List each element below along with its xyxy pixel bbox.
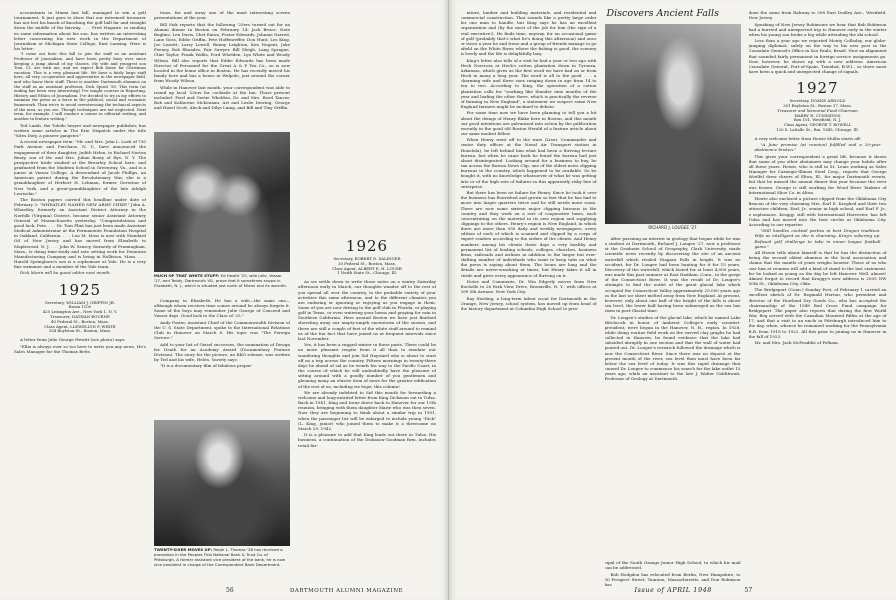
paragraph: But there has been no failure for Henry. Since he took it over the business has flourished and grown so fast that he has had to move into larger quarters twice and he still needs more room. There are now some sixteen major clipping bureaus in the country and they work on a sort of cooperative basis, each concentrating on the material in its own region and supplying clippings to the others. Henry's region is New England, in which there are more than 550 daily and weekly newspapers, every edition of each of which is scanned and clipped by a corps of expert readers according to the orders of the clients. And Henry numbers among his clients these days a very healthy and permanent list of leading schools, colleges, churches, business firms, railroads and airlines in addition to the larger but ever-shifting number of individuals who want to keep tabs on what the press is saying about them. The hours are long and the details are nerve-wracking at times, but Henry takes it all in stride and gives every appearance of thriving on it. <box>460 190 597 278</box>
paragraph: The Boston papers carried this headline under date of February 2: "WHEATLEY NAMED NEW ARMY CHIEF." John A. Wheatley, formerly an Assistant District Attorney in the Norfolk (Virginia) District, became senior Assistant Attorney General of Massachusetts yesterday. "Congratulations and good luck, Pete. . . . Dr. Tom Flint has just been made Assistant Medical Administrator at the Permanente Foundation Hospital in Oakland, California. . . . Lou M. Moss is now with Standard Oil of New Jersey and has moved from Elizabeth to Maplewood, N. J. . . . John W. Searcy, formerly of Framingham, Mass., is doing time-study and rate setting work for Dennison Manufacturing Company and is living in Holliston, Mass. . . . Harold Springborn's son is a sophomore at Yale. He is a very fine swimmer and a member of the Yale team. <box>14 197 146 270</box>
paragraph: A letter from Julie George Hewitt (see photo) says: <box>20 337 126 343</box>
paragraph: A very welcome letter from Howie Mullis starts off: <box>754 135 862 141</box>
page-number: 57 <box>744 587 753 594</box>
paragraph: Notes and Comments, Dr. Win Edgerly moves from New Rochelle to 26 Park View Drive, Bronxville, N. Y., with offices at 399 5th Avenue, New York City. <box>460 278 597 295</box>
paragraph: While in Hanover last month, your correspondent was able to round up local '25ers for cocktails at the Inn. Those present included: Ford and Gertie Whelden, Dr. and Mrs. Reed Tancer, Bob and Katherine McKennan, Art and Leslie Dewing, George and Hazel Scott, Aleck and Dilys Laing, and Bill and Tiny Griffin. <box>154 84 290 111</box>
right-column-1 <box>461 10 597 588</box>
paragraph: Add to your list of Geisel successes, the nomination of Design for Death for an Academy Award (Documentary Feature Division). The story for the picture, an RKO release, was written by Ted and his wife, Helen. Variety says: <box>154 341 290 363</box>
article-headline: Discovers Ancient Falls <box>606 8 719 19</box>
page-number: 56 <box>226 587 234 594</box>
class-year-heading: 1925 <box>58 280 102 299</box>
right-column-3 <box>749 10 887 588</box>
paragraph: We are already indebted to Sid this month for forwarding a welcome and long-awaited letter from King Dickason out in Tulsa. Back in 1941, King and Irene drove back to Hanover for our 15th reunion, bringing with them daughter Marie who was then seven. Now they are beginning to think about a similar trip in 1951, when the passenger list will be enlarged to include young "Dick" (L. King, junior) who joined them to make it a threesome on March 29, 1942. <box>298 389 436 431</box>
photo-lougee-caption: RICHARD J. LOUGEE '27 <box>648 225 697 230</box>
paragraph: Less than a year ago we reported Monty Colladay, our globe-jumping diplomat, safely on the way to his new post in the Consulate General's Office in Sao Paulo, Brazil. Now an alignment that sounded fairly permanent in foreign service assignments go. Now, however, he shows up with a new address: American Consulate General, Port-of-Spain, Trinidad, B.W.I., so there must have been a quick and unexpected change of signals. <box>748 38 887 75</box>
footer-issue: Issue of APRIL 1948 <box>634 586 712 594</box>
secretary-line: Secretary, DOANE ARNOLD <box>789 98 846 104</box>
agent-line: Class Agent, ALBERT E. H. LOUER <box>332 265 402 271</box>
address-line: 354 Boylston St., Boston, Mass. <box>48 328 112 334</box>
paragraph: Bill Sisk reports that the following '25ers turned out for an Alumni dinner in Boston on February 14: Jack Bruce, Nate Buglino, Len Davis, Chet Eaton, Foster Edwards, Johnnie Garred, Lane Goss, Eddie Griffin, Pete Hoffenreffer, Don Hunt, Les King, Joe Leavitt, Larry Lowell, Bunny Leighton, Ken Nugent, Jake Feeney, Bob Rhoades, Fair Sawyer, Bill Sleigh, Lang Sprague, Clint Taylor, Frank Wallis, Ford Whelden, Lyn White and Woody Wilson. Bill also reports that Eddie Edwards has been made Director of Personnel for the Great A & P Tea Co., so is now located in the home office in Boston. He has recently moved his family here and has a house in Walpole, just around the corner from Woody Wilson. <box>154 21 290 84</box>
paragraph: Speaking of New Jersey Robinsons we hear that Bob Robinson had a hurried and unexpected trip to Hanover early in the winter when his young son broke a leg while attending the ski school. <box>748 21 887 37</box>
address-line: 420 Lexington Ave., New York 1, N. Y. <box>42 309 118 315</box>
paragraph: done the same from Rahway to 598 East Dudley Ave., Westfield, New Jersey. <box>748 10 887 21</box>
left-column-2-mid <box>154 298 290 416</box>
treasurer-name: HARRY R. CUMMINGS <box>794 112 841 118</box>
address-line: Class Agent, LLEWELLYN P. WHITE <box>44 323 116 329</box>
paragraph: The Bridgeport (Conn.) Sunday Post, of February 1 carried an excellent sketch of Dr. Reginald Horton, who president and director of the Howland Dry Goods Co., who has accepted the chairmanship of the 1948 Red Cross Fund campaign for Bridgeport. The paper also reports that during the first World War, Reg served with the Canadian Mounted Rifles at the age of 17, and that a visit to an uncle in Pittsburgh introduced him to the day, when, whence he remained working for the Pennsylvania R.R. from 1918 to 1922. All this prior to joining us in Hanover in the fall of 1923. <box>748 287 887 339</box>
left-column-2-top <box>154 10 290 130</box>
agent-address: 1 North State St., Chicago, Ill. <box>336 270 397 276</box>
paragraph: Bob Hodgdon has relocated from Berlin, New Hampshire, to 30 Prospect Street, Taunton, Massachusetts, and Don Robinson has <box>604 571 741 587</box>
paragraph: This gives your correspondent a great lift, because it shows that some of you other abstainers may change your habits after all these years. Howie, who is still in St. Louis working as Sales Manager for Carnegie-Illinois Steel Corp., reports that George Woelfel drew cheers of Elton, Ill., for major Dartmouth events, but that he missed the annual dinner this year because the river was frozen. George is still working for Wood River Tankers of International Shoe Co. in Alton. <box>748 153 887 195</box>
caption-lead: MUCH OF THAT WHITE STUFF: <box>154 273 220 278</box>
paragraph: When Henry went off to the wars (Lieut. Commander and senior duty officer at the Naval Air Transport station in Honolulu), he left behind him what had been a thriving lecture bureau, but when he came back he found the bureau had just about disintegrated. Looking around for a business to buy, he ran across the Boston News Clip, one of the oldest news clipping bureaus in the country, which happened to be available. So he bought it, with no knowledge whatsoever of what he was getting into or of the high rate of failures in this apparently risky line of enterprise. <box>460 137 597 189</box>
paragraph: niture, lumber and building materials, and residential and commercial construction. That sounds like a pretty large order for one man to handle, but King says he has an excellent organization and (by the most of the job for him (the sign of a real executive!). He finds time, anyway, for an occasional game of golf (probably that's what he's doing this afternoon) and once or twice a year he and Irene and a group of friends manage to go afield on the White River, where the fishing is good, the scenery is lovely and the life is delightfully lazy. <box>460 10 597 57</box>
caption-lead: TWENTY-SIXER MOVES UP: <box>154 547 213 552</box>
paragraph: Company in Elizabeth. He has a wife—the same one—although whom receives time comes around he always forgets it. Some of the boys may remember Julie George of Conceed and Vassar days. Good luck to the Class of '25." <box>154 298 290 319</box>
footnote-quote: "A June promise (at reunion) fulfilled and a 20-year abstinence broken." <box>754 142 881 153</box>
caption-text: Ralph L. Thomas '26 has received a promotion in the Peoples First National Bank & Trust Co. of Pittsburgh. A former assistant vice president of the bank, he is now vice president in charge of the Correspondent Bank Department. <box>154 547 286 567</box>
paragraph: "Ellie is always ever so too here to write you any news. He's Sales Manager for the Thomas Betts <box>14 343 146 354</box>
right-column-2 <box>605 236 741 558</box>
paragraph: Mr. and Mrs. Jack McFeaddie of Pelham, <box>754 340 839 346</box>
paragraph: Ray Sterling, a long-term talent scout for Dartmouth in the Orange, New Jersey, school system, has moved up from head of the history department at Columbia High School to prin- <box>460 295 597 311</box>
secretary-line: Secretary, ROBERT D. SALINGER <box>333 256 401 261</box>
right-page <box>449 0 896 600</box>
class-year-heading: 1926 <box>345 237 389 255</box>
paragraph: As we settle down to write these notes on a wintry Saturday afternoon early in March, our thoughts wander off to the rest of you spread all over the country, to the probable variety of your activities this same afternoon, and to the different climates you are enduring or ignoring or enjoying as you engage in them. Some of you are now driving to the golf club in Florida, or playing golf in Texas, or even watering your lawns and praying for rain in Southern California. Here around Boston we have just finished shoveling away our umpty-umpth snowstorm of the season, and there are still a couple of feet of the white stuff around to remind us of the fun fact that have joined us at frequent intervals since last November. <box>298 279 436 341</box>
paragraph: "It is a documentary film of fabulous propor- <box>160 363 253 369</box>
secretary-address: Room 1100 <box>68 304 92 310</box>
paragraph: cipal of the South Orange Junior High School, to which his mail can be addressed. <box>604 560 741 571</box>
photo-richard-lougee <box>605 24 741 224</box>
paragraph: Howie also enclosed a picture clipped from the Oklahoma City Beacon of the very charming Mrs. Earl E. Kroghed and their two attractive children, Earl, Jr., senior in high school, and Earl F. Jr., a sophomore. Kroggy, still with International Harvester, has left Tulsa and has moved into the best circles at Oklahoma City. According to our reporter: <box>748 196 887 227</box>
paragraph: It is a pleasure to add that King leads out there in Tulsa. His business, a continuation of the Dickason-Goodman firm, includes retail fur- <box>298 432 436 448</box>
paragraph: Dick Morin will be guest editor next month. <box>20 270 111 276</box>
paragraph: tions, far and away one of the most interesting screen presentations of the year. <box>154 10 290 21</box>
secretary-address: 30 Federal St., Boston, Mass. <box>338 260 396 266</box>
paragraph: "Still handles cocktail parties in best Dragon tradition. Wife as intelligent as she is charming. Krog's sobering up. Refused golf challenge to take in minor league football game." <box>754 228 881 249</box>
paragraph: Dr. Lougee's studies of the glacial lake, which he named Lake Hitchcock in honor of Amherst College's early scientist-president, were begun in the Hanover, N. H., region. In 1928, while doing routine field work on the varved clay graphs he had collected in Hanover, he found evidence that the lake had subsided abruptly in one section and that the wall of water had poured out. Dr. Lougee's research followed the drainage which is now the Connecticut River. Since there was no deposit at the present mouth of the river, sea level then must have been far below the sea level of today. It was this rapid drainage that caused Dr. Lougee to commence his search for the lake outlet 15 years ago, while an assistant to the late J. Walter Goldthwait, Professor of Geology at Dartmouth. <box>604 314 741 382</box>
class-year-heading: 1927 <box>796 79 839 98</box>
photo-thomas-caption <box>154 548 290 568</box>
address-line: Treasurer, NATHAN BOURNE <box>50 314 110 320</box>
paragraph: accountants in Miami last fall, managed to win a golf tournament. It just goes to show that our esteemed treasurer has not lost his knack of knocking the golf ball far and straight down the middle of the fairway. . . . Fred Maguire, in sending us some information about his son, has written an interesting letter concerning his new work in the Department of Journalism at Michigan State College, East Lansing. Here is his letter: <box>14 10 146 52</box>
caption-text: Ed Hewitt '25, wife Julie, Vassar '27, and Teddy, Dartmouth '61, prove that it sometimes snows in Elizabeth, N. J., which is situated just north of Miami and its warmth. <box>154 273 288 288</box>
paragraph: A recent newspaper item: "Mr. and Mrs. John L. Loeb of 730 Park Avenue and Purchase, N. Y., have announced the engagement of their daughter, Judith Helen, to Richard Norton Beaty, son of Mr. and Mrs. Julian Beaty of Rye, N. Y. The prospective bride studied at the Brearley School here, and graduated from the Madeira School in Greenway, Va., and is a junior at Vassar College. A descendant of Jacob Phillips, an American patriot during the Revolutionary War, she is a granddaughter of Herbert H. Lehman, former Governor of New York, and a great-granddaughter of the late Adolph Lewisohn." <box>14 139 146 196</box>
paragraph: Yes, it has been a rugged winter in these parts. There could be no more pleasant respite from it all than to emulate our wandering thoughts and join Sid Hayward who is about to start off on a trip across the country. Fifteen mornings in twenty-three days he ahead of sal as he wends his way to the Pacific Coast, in the course of which he will undoubtedly have the pleasure of sitting around with a goodly number of you gentlemen and gleaning many an elusive item of news for the greater edification of the rest of us, including we hope, this column! <box>298 342 436 389</box>
paragraph: After pursuing an interest in geology that began while he was a student at Dartmouth, Richard J. Lougee '27, now a professor at the Graduate School of Geography, Clark University, made scientific news recently by discovering the site of an ancient waterfall which rivaled Niagara Falls in height. It was no accident, for Dr. Lougee had been hunting for it for 15 years. Discovery of the waterfall, which lasted for at least 4,000 years, was made this past summer at East Haddam, Conn., in the gorge of the Connecticut River. It was the result of Dr. Lougee's attempts to find the outlet of the great glacial lake which occupied the Connecticut Valley approximately 25,000 years ago as the last ice sheet melted away from New England. At present, however, only about one half of the height of the falls is above sea level, the lower half having been submerged as the sea has risen in post-Glacial time. <box>604 236 741 314</box>
left-column-1 <box>14 10 146 588</box>
paragraph: "I come out here this fall to join the staff as an assistant Professor of Journalism, and have been pretty busy ever since keeping a jump ahead of my classes. My wife and youngest son Tom, 13, are with me, and we expect Bob home for Christmas vacation. This is a very pleasant life. We have a fairly large staff here, all very co-operative and appreciative in the newspaper field, and who know their stuff. There is another Dartmouth alumnus on the staff as an assistant professor, Dick Spiral '38. This term (as ending has been very interesting) I've taught courses in Reporting, History and Ethics of Journalism. I've decided to try in my efforts to examine the press as a force in the political, social and economic framework. Then we're to avoid overstressing the technical aspects of the area, as you see. Though techniques are not neglected. Next term, for example, I will conduct a course in editorial writing, and another in feature writing." <box>14 51 146 121</box>
photo-hewitt-caption <box>154 274 290 289</box>
secretary-address: 301 Boylston St., Boston 17, Mass. <box>783 103 852 109</box>
paragraph: Andy Foster, Assistant Chief of the Commonwealth Division of the U. S. State Department, spoke to the International Relations Club in Hanover on March 8. His topic was "The Foreign Service." <box>154 319 290 341</box>
right-column-2-bottom <box>605 560 741 588</box>
photo-ralph-thomas <box>154 420 290 546</box>
agent-line: Class Agent, GEORGE T. ROWELL <box>783 122 852 128</box>
paragraph: For some time now we have been planning to tell you a bit about the doings of Henry Blake here in Boston, and this month our good intentions are galvanized into action by the publication recently in the good old Boston Herald of a feature article about our same modest fellow. <box>460 110 597 136</box>
paragraph: King's letter also tells of a visit he had a year or two ago with Heck Norcross at Heck's cotton plantation down in Tyronza, Arkansas, which gives us the first word we have had on or from Heck in many a long year. The word is all to the good . . . a charming wife and three sons ranging down in age from 14 to ten to two. According to King, the operation of a cotton plantation calls for "working like thunder nine months of the year and loafing the other three, which is practically the reverse of farming in New England", a statement we suspect some New England farmers might be inclined to debate. <box>460 57 597 109</box>
paragraph: Ted Lamb, the Toledo lawyer and newspaper publisher, has written some articles in The Erie Dispatch under the title "Sites Doty, a pioneer gangster." <box>14 122 146 138</box>
address-line: 40 Federal St., Boston, Mass. <box>51 318 109 324</box>
photo-hewitt-family <box>154 132 290 272</box>
treasurer-line: Treasurer and Memorial Fund Chairman <box>777 107 858 113</box>
footer-title: DARTMOUTH ALUMNI MAGAZINE <box>290 588 404 594</box>
agent-address: 120 S. LaSalle St., Rm. 1845, Chicago, Ill. <box>776 127 859 133</box>
left-column-3 <box>298 10 436 588</box>
paragraph: All Howie tells about himself is that he has the distinction of being the second oldest alumnus in the local association and claims that the mantle of years weighs heavier. Those of us who saw him at reunion will add a kind of stand to the last statement, for he looked as young as the day he left Hanover. Well, almost! Almost forgot to record that Kroggy's new address is 2005 NW 50th St., Oklahoma City, Okla. <box>748 250 887 286</box>
treasurer-address: Box 101, Westfield, N. J. <box>793 117 842 123</box>
secretary-line: Secretary, WILLIAM J. GRIFFIN JR. <box>44 299 116 305</box>
